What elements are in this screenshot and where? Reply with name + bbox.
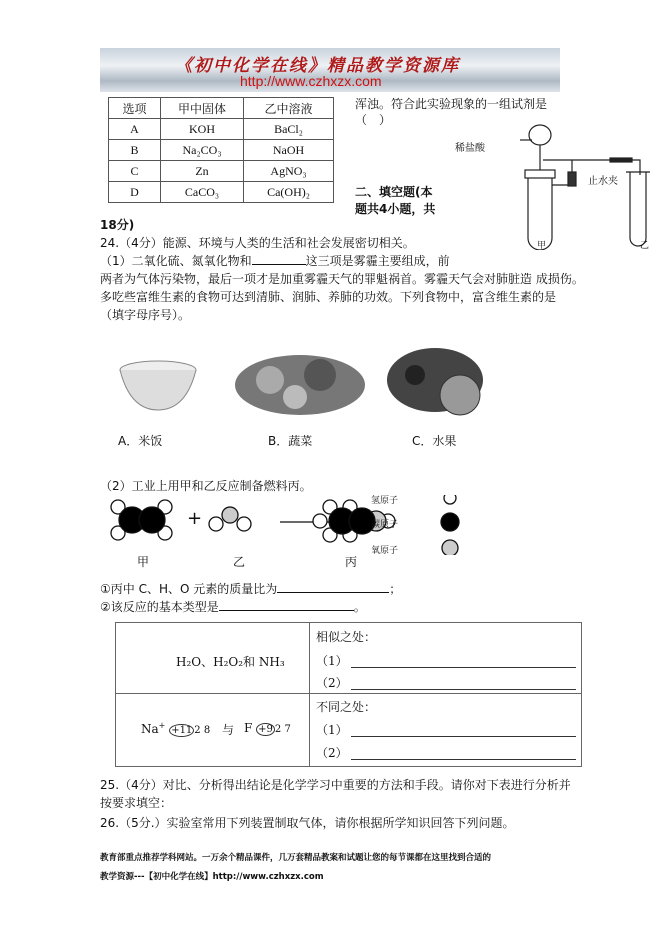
different-heading: 不同之处： xyxy=(316,700,377,714)
flask-a-label: 甲 xyxy=(537,241,547,251)
section-heading: 18分) xyxy=(100,218,135,232)
answer-blank[interactable] xyxy=(219,599,354,611)
section-heading: 二、填空题(本 xyxy=(355,185,433,199)
legend-hydrogen: 氢原子 xyxy=(371,496,399,506)
q24-text: （1）二氧化硫、氮氧化物和 这三项是雾霾主要组成，前 xyxy=(100,254,450,268)
answer-line[interactable] xyxy=(351,689,576,690)
food-images xyxy=(110,345,550,425)
answer-line[interactable] xyxy=(351,759,576,760)
q26-text: 26.（5分.）实验室常用下列装置制取气体，请你根据所学知识回答下列问题。 xyxy=(100,816,515,830)
q24-text: （填字母序号）。 xyxy=(100,308,191,322)
banner-title: 《初中化学在线》精品教学资源库 xyxy=(175,56,460,76)
q25-text: 25.（4分）对比、分析得出结论是化学学习中重要的方法和手段。请你对下表进行分析并 xyxy=(100,778,571,792)
flask-b-label: 乙 xyxy=(640,241,650,251)
answer-line[interactable] xyxy=(351,736,576,737)
question-text: 浑浊。符合此实验现象的一组试剂是 xyxy=(355,97,548,111)
na-ion-diagram: Na+ +11 2 8 xyxy=(141,721,211,736)
answer-blank[interactable] xyxy=(277,581,389,593)
banner-url[interactable]: http://www.czhxzx.com xyxy=(240,73,382,89)
footer-text: 教学资源---【初中化学在线】http://www.czhxzx.com xyxy=(100,872,324,882)
q25-text: 按要求填空： xyxy=(100,796,173,810)
table-row: A KOH BaCl₂ xyxy=(109,119,334,140)
vegetables-image xyxy=(235,355,365,415)
yu-text: 与 xyxy=(222,723,235,737)
comparison-table: H₂O、H₂O₂和 NH₃ 相似之处： （1） （2） 不同之处： （1） （2） Na+ +11 2 8 与 F +9 2 7 xyxy=(115,622,582,767)
legend-carbon: 碳原子 xyxy=(371,520,399,530)
clamp-label: 止水夹 xyxy=(588,176,618,187)
molecule-label: 乙 xyxy=(233,555,246,569)
q24-part2: （2）工业上用甲和乙反应制备燃料丙。 xyxy=(100,479,312,493)
food-label: C．水果 xyxy=(412,434,457,448)
f-atom-diagram: F +9 2 7 xyxy=(244,721,291,735)
section-heading: 题共4小题，共 xyxy=(355,202,436,216)
table-row: D CaCO₃ Ca(OH)₂ xyxy=(109,182,334,203)
reagent-table xyxy=(108,97,334,203)
molecule-label: 甲 xyxy=(137,555,150,569)
q24-text: 多吃些富维生素的食物可达到清肺、润肺、养肺的功效。下列食物中，富含维生素的是 xyxy=(100,290,557,304)
footer-text: 教育部重点推荐学科网站。一万余个精品课件，几万套精品教案和试题让您的每节课都在这里找到合适的 xyxy=(100,853,492,863)
header-cell: 乙中溶液 xyxy=(244,98,334,119)
answer-line[interactable] xyxy=(351,667,576,668)
q24-title: 24.（4分）能源、环境与人类的生活和社会发展密切相关。 xyxy=(100,236,415,250)
molecule-diagram xyxy=(110,495,550,555)
header-cell: 选项 xyxy=(109,98,161,119)
rice-bowl-image xyxy=(120,361,196,410)
answer-bracket: （ ） xyxy=(355,113,392,127)
table-row: B Na₂CO₃ NaOH xyxy=(109,140,334,161)
legend-oxygen: 氧原子 xyxy=(371,546,399,556)
q24-text: 两者为气体污染物，最后一项才是加重雾霾天气的罪魁祸首。雾霾天气会对肺脏造 成损伤。 xyxy=(100,272,584,286)
table-row: C Zn AgNO₃ xyxy=(109,161,334,182)
formula-text: H₂O、H₂O₂和 NH₃ xyxy=(176,655,285,669)
acid-label: 稀盐酸 xyxy=(455,143,485,154)
food-label: B．蔬菜 xyxy=(268,434,313,448)
q24-sub2: ②该反应的基本类型是 。 xyxy=(100,600,366,614)
header-cell: 甲中固体 xyxy=(161,98,244,119)
fruit-image xyxy=(387,348,483,415)
banner xyxy=(100,48,560,92)
food-label: A．米饭 xyxy=(118,434,163,448)
q24-sub1: ①丙中 C、H、O 元素的质量比为 ； xyxy=(100,582,402,596)
molecule-label: 丙 xyxy=(345,555,358,569)
similar-heading: 相似之处： xyxy=(316,630,377,644)
plus-sign: + xyxy=(187,508,203,529)
answer-blank[interactable] xyxy=(252,253,306,265)
